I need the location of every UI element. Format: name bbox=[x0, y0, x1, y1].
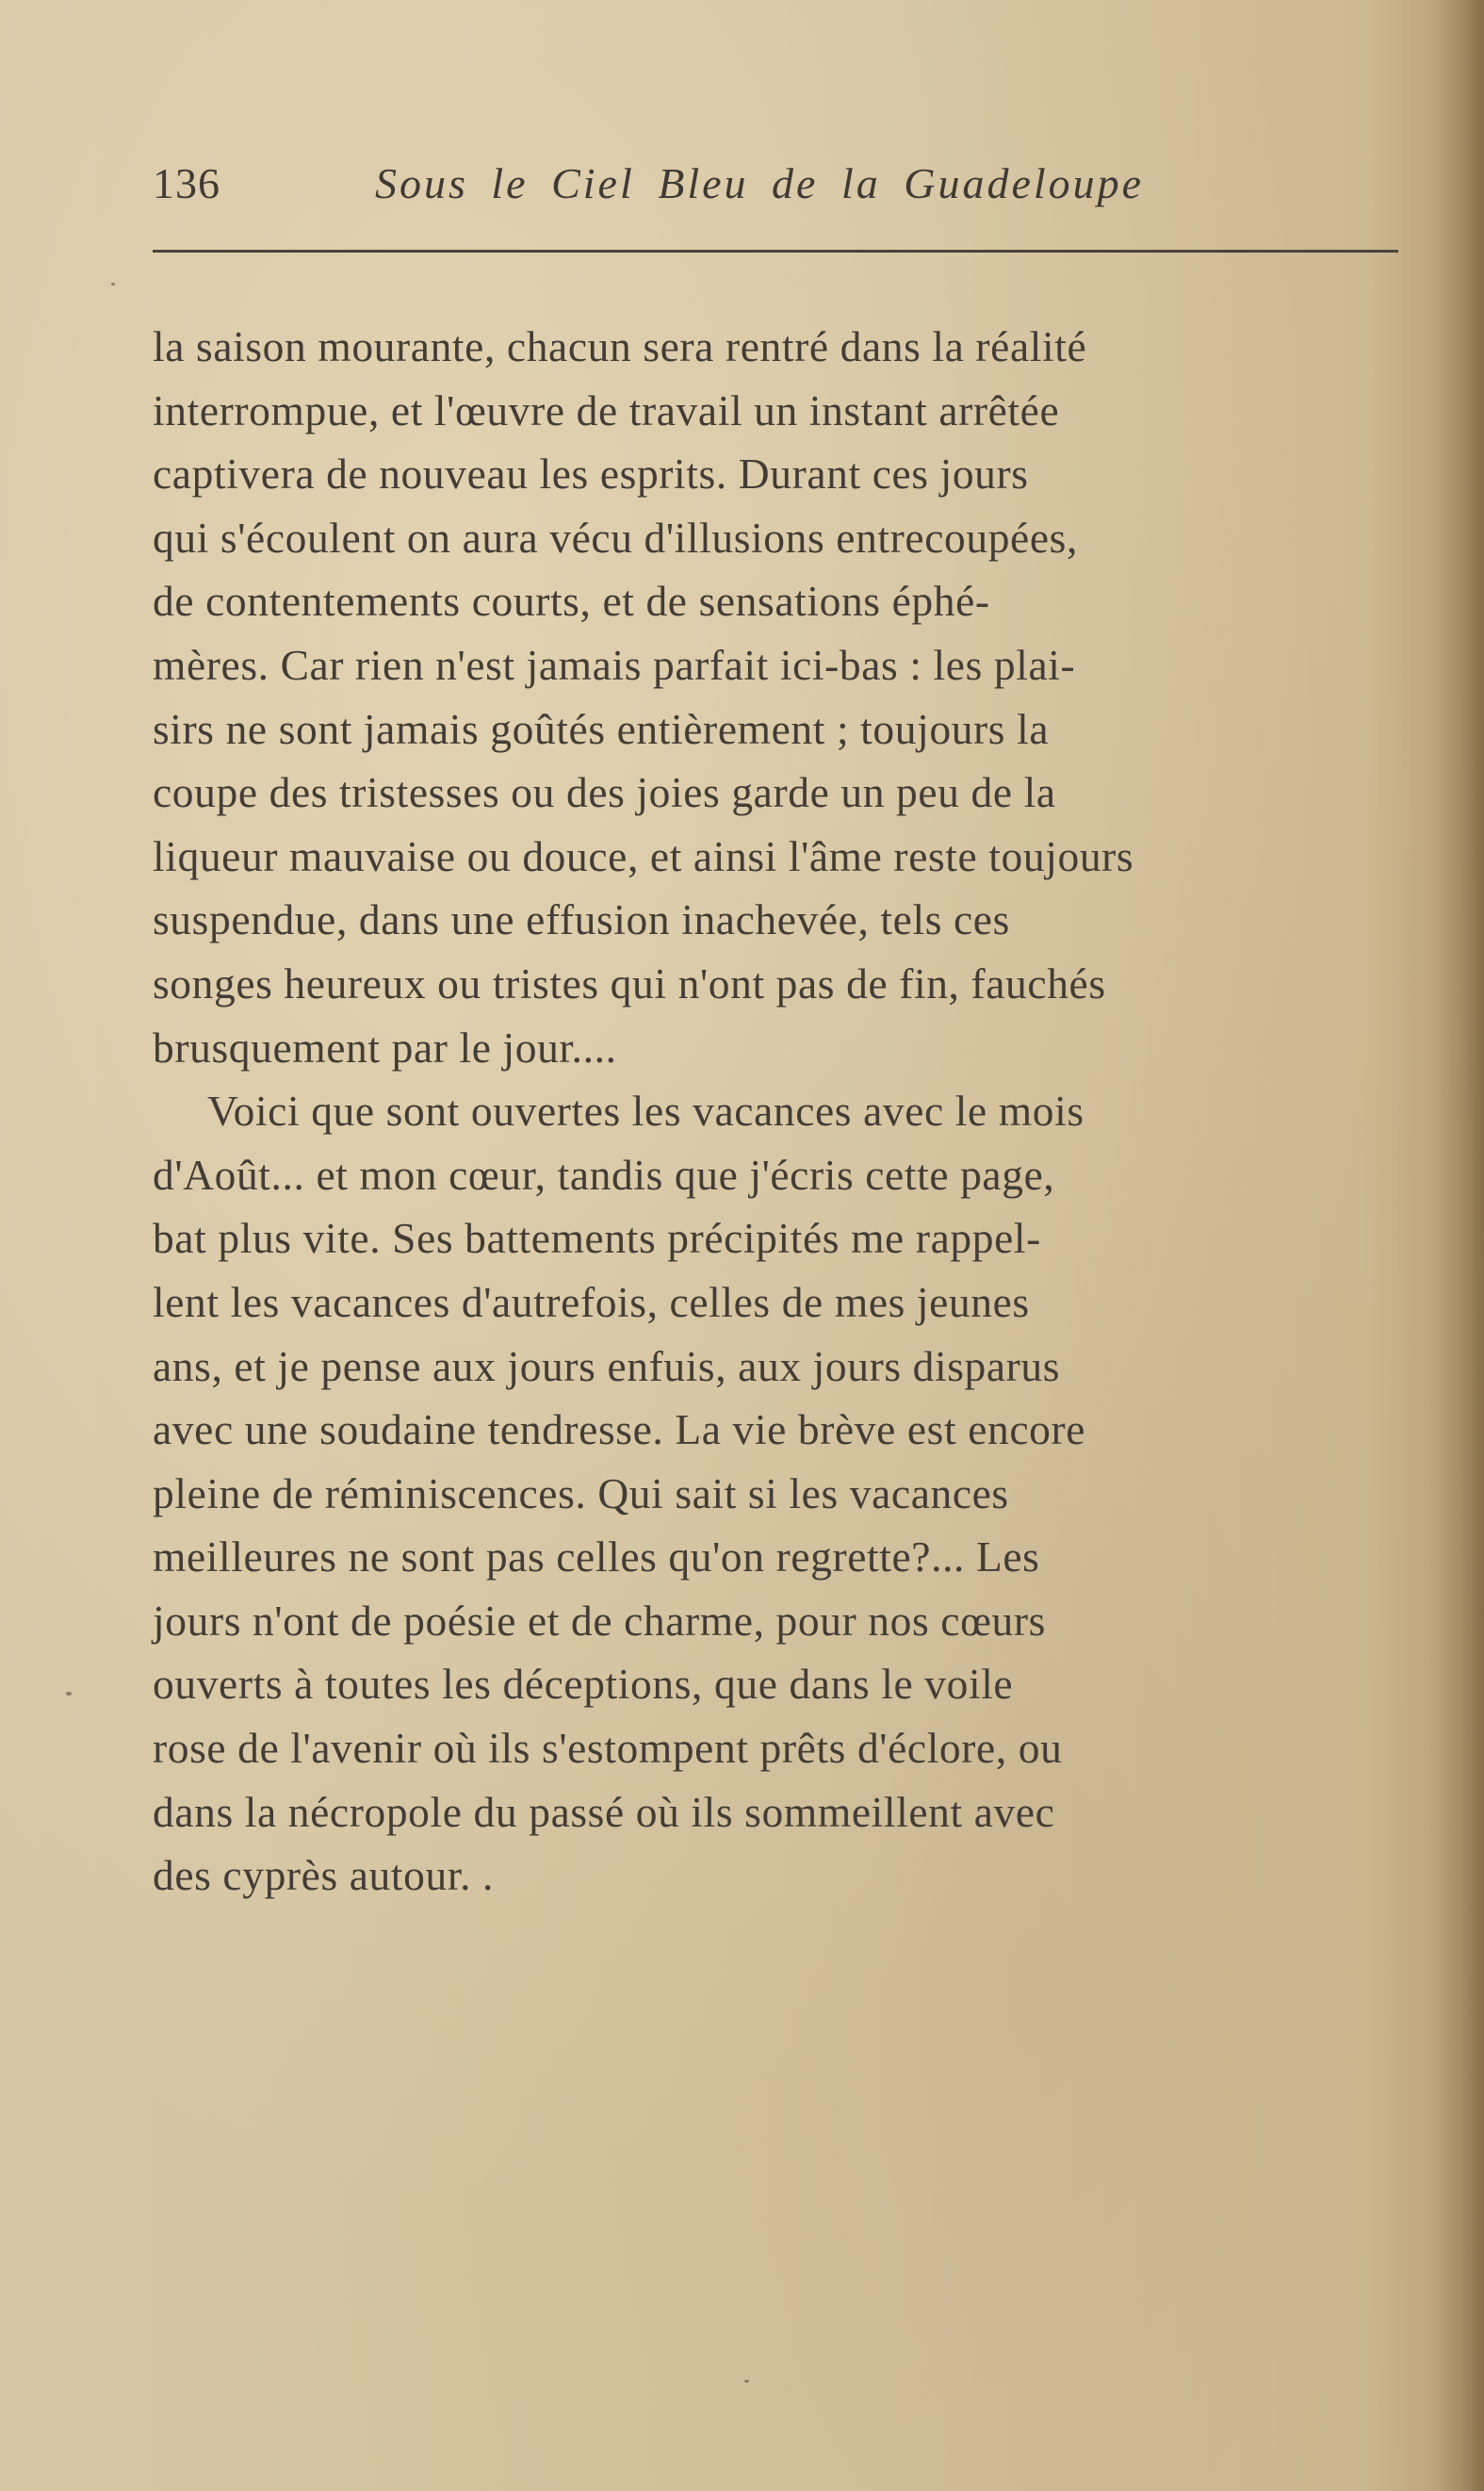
text-line: des cyprès autour. . bbox=[153, 1851, 495, 1900]
text-line: mères. Car rien n'est jamais parfait ici-bas : les plai- bbox=[153, 640, 1076, 689]
text-line: interrompue, et l'œuvre de travail un instant arrêtée bbox=[153, 385, 1060, 434]
text-line: captivera de nouveau les esprits. Durant ces jours bbox=[153, 450, 1029, 499]
text-line: brusquement par le jour.... bbox=[153, 1023, 617, 1072]
text-line: avec une soudaine tendresse. La vie brève est encore bbox=[153, 1405, 1086, 1454]
paper-speck bbox=[66, 1692, 72, 1696]
text-line: lent les vacances d'autrefois, celles de mes jeunes bbox=[153, 1277, 1030, 1326]
body-text bbox=[153, 315, 1415, 1908]
text-line: ouverts à toutes les déceptions, que dans le voile bbox=[153, 1660, 1014, 1709]
text-line: d'Août... et mon cœur, tandis que j'écris cette page, bbox=[153, 1150, 1055, 1199]
text-line-paragraph-start: Voici que sont ouvertes les vacances avec le mois bbox=[207, 1087, 1084, 1136]
text-line: liqueur mauvaise ou douce, et ainsi l'âme reste toujours bbox=[153, 831, 1134, 880]
text-line: jours n'ont de poésie et de charme, pour nos cœurs bbox=[153, 1596, 1046, 1645]
text-line: pleine de réminiscences. Qui sait si les vacances bbox=[153, 1468, 1009, 1517]
text-line: suspendue, dans une effusion inachevée, tels ces bbox=[153, 895, 1010, 944]
text-line: de contentements courts, et de sensations éphé- bbox=[153, 577, 990, 626]
text-line: dans la nécropole du passé où ils sommeillent avec bbox=[153, 1787, 1055, 1836]
text-line: ans, et je pense aux jours enfuis, aux jours disparus bbox=[153, 1341, 1061, 1390]
page-edge-shadow bbox=[1427, 0, 1484, 2491]
text-line: rose de l'avenir où ils s'estompent prêts d'éclore, ou bbox=[153, 1724, 1063, 1773]
text-line: sirs ne sont jamais goûtés entièrement ; toujours la bbox=[153, 704, 1050, 753]
text-line: qui s'écoulent on aura vécu d'illusions entrecoupées, bbox=[153, 513, 1078, 562]
header-rule bbox=[153, 250, 1398, 253]
paper-speck bbox=[111, 283, 115, 286]
page-number: 136 bbox=[153, 159, 220, 207]
text-line: la saison mourante, chacun sera rentré dans la réalité bbox=[153, 322, 1087, 370]
text-line: bat plus vite. Ses battements précipités me rappel- bbox=[153, 1214, 1041, 1263]
text-line: coupe des tristesses ou des joies garde un peu de la bbox=[153, 768, 1056, 817]
paper-speck bbox=[744, 2380, 749, 2383]
page-header bbox=[153, 158, 1396, 224]
text-line: songes heureux ou tristes qui n'ont pas de fin, fauchés bbox=[153, 959, 1106, 1008]
running-title: Sous le Ciel Bleu de la Guadeloupe bbox=[375, 159, 1145, 207]
text-line: meilleures ne sont pas celles qu'on regrette?... Les bbox=[153, 1532, 1040, 1581]
